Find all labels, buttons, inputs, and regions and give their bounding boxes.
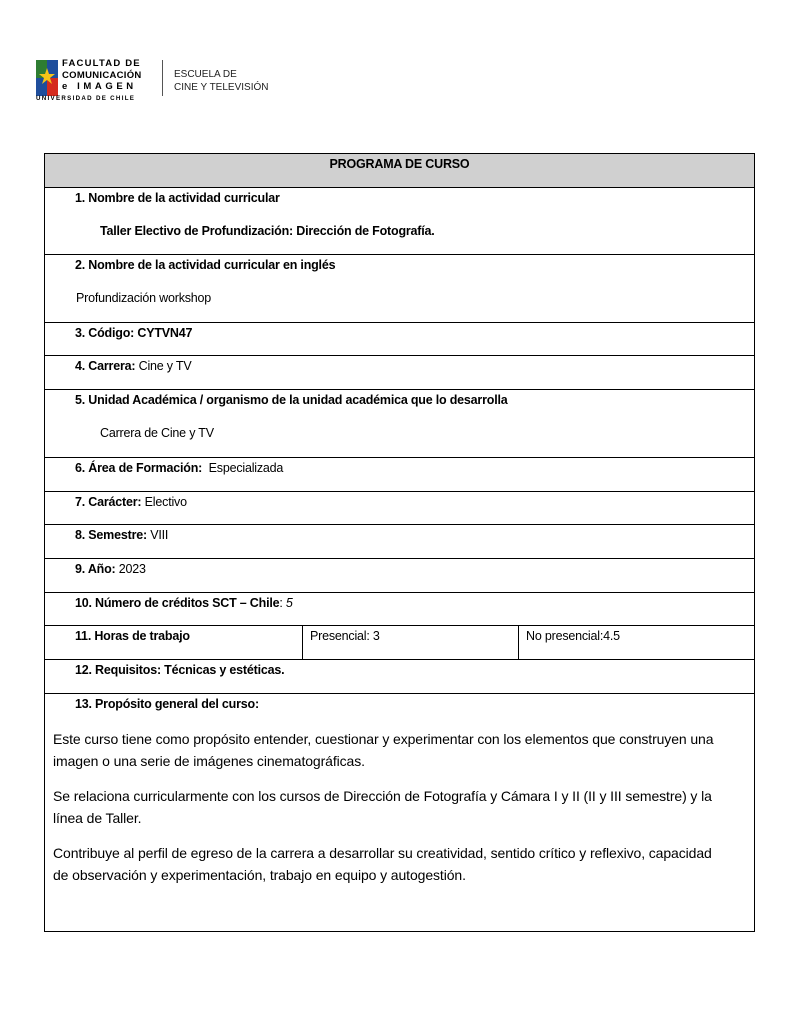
course-program-table bbox=[44, 153, 755, 932]
section-text bbox=[75, 461, 283, 475]
school-line-2: CINE Y TELEVISIÓN bbox=[174, 82, 269, 93]
section-code bbox=[45, 323, 754, 356]
faculty-line-2: COMUNICACIÓN bbox=[62, 69, 142, 81]
section-label: 8. Semestre: bbox=[75, 528, 147, 542]
paragraph-line: Se relaciona curricularmente con los cursos de Dirección de Fotografía y Cámara I y II (II y III semestre) y la bbox=[53, 788, 712, 804]
purpose-paragraph-3 bbox=[53, 842, 743, 886]
section-value: Especializada bbox=[208, 461, 284, 475]
section-label: 3. Código: CYTVN47 bbox=[75, 326, 193, 340]
section-value: Cine y TV bbox=[138, 359, 192, 373]
university-name: UNIVERSIDAD DE CHILE bbox=[36, 95, 136, 102]
section-year bbox=[45, 559, 754, 593]
section-formation-area bbox=[45, 458, 754, 492]
section-career bbox=[45, 356, 754, 390]
faculty-line-1: FACULTAD DE bbox=[62, 58, 141, 69]
section-value: Carrera de Cine y TV bbox=[100, 426, 214, 440]
section-label: 5. Unidad Académica / organismo de la unidad académica que lo desarrolla bbox=[75, 393, 508, 407]
cell-divider bbox=[302, 626, 303, 659]
logo-divider bbox=[162, 60, 163, 96]
purpose-paragraph-2 bbox=[53, 785, 743, 829]
section-label: 2. Nombre de la actividad curricular en inglés bbox=[75, 258, 336, 272]
section-work-hours bbox=[45, 626, 754, 660]
section-label: 13. Propósito general del curso: bbox=[75, 697, 259, 711]
table-title-row bbox=[45, 154, 754, 188]
section-text bbox=[75, 495, 187, 509]
section-label: 11. Horas de trabajo bbox=[75, 629, 190, 643]
non-presencial-hours: No presencial:4.5 bbox=[526, 629, 620, 643]
section-credits bbox=[45, 593, 754, 626]
section-label: 12. Requisitos: Técnicas y estéticas. bbox=[75, 663, 285, 677]
section-value: VIII bbox=[150, 528, 169, 542]
section-text: 10. Número de créditos SCT – Chile: 5 bbox=[75, 596, 293, 610]
section-text bbox=[75, 528, 168, 542]
paragraph-line: imagen o una serie de imágenes cinematográficas. bbox=[53, 753, 365, 769]
section-label: 7. Carácter: bbox=[75, 495, 142, 509]
section-text bbox=[75, 359, 191, 373]
cell-divider bbox=[518, 626, 519, 659]
paragraph-line: Este curso tiene como propósito entender, cuestionar y experimentar con los elementos que construyen una bbox=[53, 731, 714, 747]
section-academic-unit bbox=[45, 390, 754, 458]
section-activity-name bbox=[45, 188, 754, 255]
paragraph-line: Contribuye al perfil de egreso de la carrera a desarrollar su creatividad, sentido crítico y reflexivo, capacidad bbox=[53, 845, 712, 861]
section-value: 2023 bbox=[118, 562, 146, 576]
section-value: Profundización workshop bbox=[76, 291, 212, 305]
section-label: 1. Nombre de la actividad curricular bbox=[75, 191, 280, 205]
section-value: 5 bbox=[285, 596, 293, 610]
section-semester bbox=[45, 525, 754, 559]
section-activity-name-english bbox=[45, 255, 754, 323]
purpose-paragraph-1 bbox=[53, 728, 743, 772]
school-line-1: ESCUELA DE bbox=[174, 69, 237, 80]
faculty-line-3: e IMAGEN bbox=[62, 81, 137, 92]
page-title: PROGRAMA DE CURSO bbox=[329, 157, 470, 171]
section-value: Electivo bbox=[144, 495, 187, 509]
section-text bbox=[75, 562, 146, 576]
school-name bbox=[174, 68, 268, 94]
section-label: 10. Número de créditos SCT – Chile bbox=[75, 596, 280, 610]
section-label: 9. Año: bbox=[75, 562, 116, 576]
university-emblem-icon bbox=[36, 60, 58, 96]
section-character bbox=[45, 492, 754, 525]
faculty-logo bbox=[36, 58, 296, 104]
presencial-hours: Presencial: 3 bbox=[310, 629, 380, 643]
section-course-purpose bbox=[45, 694, 754, 931]
section-label: 4. Carrera: bbox=[75, 359, 136, 373]
paragraph-line: línea de Taller. bbox=[53, 810, 142, 826]
section-requirements bbox=[45, 660, 754, 694]
section-label: 6. Área de Formación: bbox=[75, 461, 203, 475]
section-value: Taller Electivo de Profundización: Dirección de Fotografía. bbox=[100, 224, 435, 238]
faculty-name bbox=[62, 58, 142, 93]
paragraph-line: de observación y experimentación, trabajo en equipo y autogestión. bbox=[53, 867, 466, 883]
